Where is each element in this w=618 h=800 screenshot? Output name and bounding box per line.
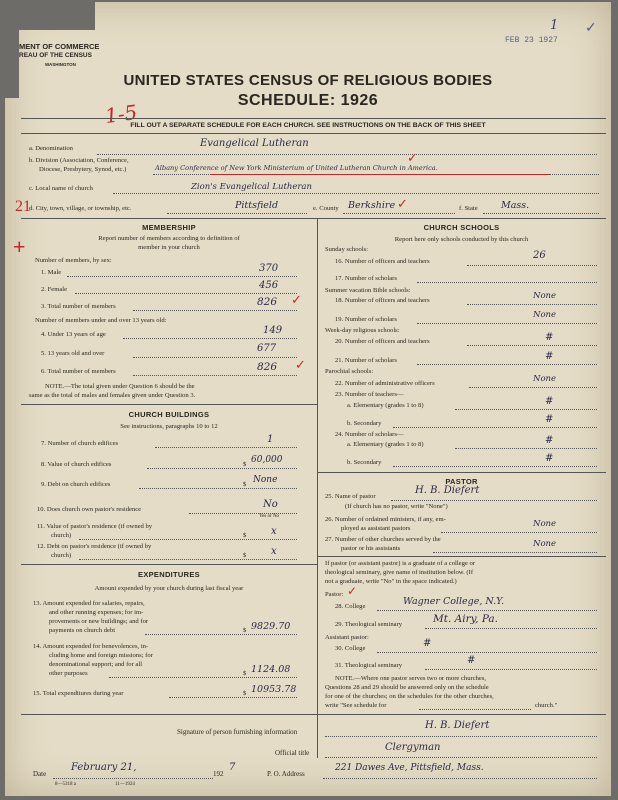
expenditures-title: EXPENDITURES — [138, 570, 200, 579]
dollar-sign: $ — [243, 690, 247, 697]
pastor-info-2: theological seminary, give name of institution below. (If — [325, 569, 474, 576]
q1-label: 1. Male — [41, 269, 62, 276]
county-label: e. County — [313, 205, 339, 212]
q13-value: 9829.70 — [251, 621, 291, 632]
q27-value: None — [533, 539, 557, 549]
field-line — [325, 757, 597, 758]
census-schedule-paper — [5, 2, 611, 796]
q7-value: 1 — [267, 434, 274, 445]
divider — [21, 133, 606, 134]
field-line — [467, 265, 597, 266]
schools-intro: Report here only schools conducted by this church — [394, 236, 529, 243]
received-stamp: FEB 23 1927 — [505, 36, 558, 45]
q25-value: H. B. Diefert — [415, 485, 480, 496]
q23b-value: # — [545, 414, 554, 425]
q29-label: 29. Theological seminary — [335, 621, 403, 628]
q21-value: # — [545, 351, 554, 362]
dollar-sign: $ — [243, 670, 247, 677]
divider — [21, 564, 317, 565]
signature-value: H. B. Diefert — [425, 720, 490, 731]
q13-label-b: and other running expenses; for im- — [49, 609, 144, 616]
q2-label: 2. Female — [41, 286, 68, 293]
local-name-label: c. Local name of church — [29, 185, 93, 192]
signature-label: Signature of person furnishing information — [177, 728, 298, 736]
q13-label-a: 13. Amount expended for salaries, repairs, — [33, 600, 145, 607]
checkmark-icon: ✓ — [397, 196, 408, 211]
pastor-note-3: for one of the churches; on the schedules for the other churches, — [325, 693, 494, 700]
field-line — [75, 293, 297, 294]
field-line — [155, 447, 297, 448]
field-line — [133, 357, 297, 358]
field-line — [133, 375, 297, 376]
denomination-label: a. Denomination — [29, 145, 73, 152]
field-line — [53, 778, 213, 779]
dollar-sign: $ — [243, 481, 247, 488]
field-line — [483, 213, 599, 214]
q13-label-d: payments on church debt — [49, 627, 116, 634]
column-divider — [317, 218, 318, 758]
division-label-1: b. Division (Association, Conference, — [29, 157, 129, 164]
field-line — [343, 213, 455, 214]
field-line — [455, 409, 597, 410]
schools-title: CHURCH SCHOOLS — [423, 223, 500, 232]
divider — [21, 404, 317, 405]
parochial-schools-label: Parochial schools: — [325, 368, 374, 375]
torn-corner — [5, 2, 95, 30]
form-subtitle: SCHEDULE: 1926 — [237, 92, 379, 109]
field-line — [325, 736, 597, 737]
field-line — [113, 193, 599, 194]
field-line — [469, 387, 597, 388]
field-line — [79, 559, 297, 560]
pastor-info-1: If pastor (or assistant pastor) is a graduate of a college or — [325, 560, 475, 567]
q19-value: None — [533, 310, 557, 320]
field-line — [391, 500, 597, 501]
q27-label-a: 27. Number of other churches served by the — [325, 536, 441, 543]
field-line — [393, 427, 597, 428]
plus-mark-icon: + — [13, 234, 26, 259]
q24-label: 24. Number of scholars— — [335, 431, 404, 438]
q10-value: No — [263, 499, 278, 510]
q25-label: 25. Name of pastor — [325, 493, 376, 500]
checkmark-icon: ✓ — [295, 357, 306, 372]
q31-value: # — [467, 655, 476, 666]
weekday-schools-label: Week-day religious schools: — [325, 327, 400, 334]
pastor-info-3: not a graduate, write "No" in the space indicated.) — [325, 578, 457, 585]
q15-label: 15. Total expenditures during year — [33, 690, 124, 697]
field-line — [417, 323, 597, 324]
field-line — [139, 488, 297, 489]
membership-title: MEMBERSHIP — [142, 223, 196, 232]
field-line — [377, 610, 597, 611]
q1-value: 370 — [259, 263, 279, 274]
field-line — [377, 652, 597, 653]
q23b-label: b. Secondary — [347, 420, 382, 427]
q3-label: 3. Total number of members — [41, 303, 116, 310]
q22-label: 22. Number of administrative officers — [335, 380, 435, 387]
vacation-schools-label: Summer vacation Bible schools: — [325, 287, 411, 294]
dept-line-2: REAU OF THE CENSUS — [19, 52, 92, 59]
q30-value: # — [423, 638, 432, 649]
field-line — [393, 466, 597, 467]
form-date: 11—1924 — [115, 782, 135, 787]
official-title-value: Clergyman — [385, 742, 441, 753]
q14-value: 1124.08 — [251, 664, 291, 675]
buildings-intro: See instructions, paragraphs 10 to 12 — [120, 423, 218, 430]
field-line — [417, 282, 597, 283]
field-line — [419, 709, 531, 710]
q17-label: 17. Number of scholars — [335, 275, 397, 282]
membership-note-2: same as the total of males and females given under Question 3. — [29, 392, 196, 399]
field-line — [455, 448, 597, 449]
q9-label: 9. Debt on church edifices — [41, 481, 111, 488]
divider — [21, 218, 606, 219]
q24b-label: b. Secondary — [347, 459, 382, 466]
field-line — [67, 276, 297, 277]
po-address-value: 221 Dawes Ave, Pittsfield, Mass. — [335, 763, 484, 773]
q2-value: 456 — [259, 280, 279, 291]
sunday-schools-label: Sunday schools: — [325, 246, 369, 253]
year-prefix: 192 — [213, 770, 224, 778]
divider — [21, 118, 606, 119]
q3-value: 826 — [257, 296, 278, 308]
q5-value: 677 — [257, 343, 277, 354]
checkmark-icon: ✓ — [347, 584, 358, 598]
division-label-2: Diocese, Presbytery, Synod, etc.) — [39, 166, 127, 173]
membership-note-1: NOTE.—The total given under Question 6 should be the — [45, 383, 195, 390]
pastor-note-4: write "See schedule for — [325, 702, 387, 709]
q14-label-b: cluding home and foreign missions; for — [49, 652, 153, 659]
q11-value: x — [271, 526, 277, 537]
q26-value: None — [533, 519, 557, 529]
instruction-line: FILL OUT A SEPARATE SCHEDULE FOR EACH CHURCH. SEE INSTRUCTIONS ON THE BACK OF THIS SHEET — [130, 122, 486, 129]
q30-label: 30. College — [335, 645, 366, 652]
official-title-label: Official title — [275, 749, 310, 757]
po-address-label: P. O. Address — [267, 770, 305, 778]
q22-value: None — [533, 374, 557, 384]
field-line — [169, 697, 297, 698]
q18-label: 18. Number of officers and teachers — [335, 297, 430, 304]
state-label: f. State — [459, 205, 478, 212]
checkmark-icon: ✓ — [407, 150, 418, 165]
field-line — [189, 513, 297, 514]
field-line — [433, 552, 597, 553]
dollar-sign: $ — [243, 627, 247, 634]
stamp-number: 1 — [550, 18, 559, 33]
q28-label: 28. College — [335, 603, 366, 610]
yes-no-hint: Yes or No — [259, 514, 280, 519]
city-value: Pittsfield — [235, 200, 279, 211]
q23a-label: a. Elementary (grades 1 to 8) — [347, 402, 424, 409]
membership-intro-1: Report number of members according to definition of — [98, 235, 240, 242]
local-name-value: Zion's Evangelical Lutheran — [191, 182, 312, 192]
pastor-label: Pastor: — [325, 591, 344, 598]
dept-line-1: MENT OF COMMERCE — [19, 42, 100, 51]
state-value: Mass. — [501, 200, 530, 211]
denomination-value: Evangelical Lutheran — [200, 138, 309, 149]
q9-value: None — [253, 475, 278, 485]
q14-label-c: denominational support; and for all — [49, 661, 143, 668]
q6-value: 826 — [257, 361, 278, 373]
q19-label: 19. Number of scholars — [335, 316, 397, 323]
checkmark-icon: ✓ — [585, 21, 597, 36]
date-value: February 21, — [71, 762, 137, 773]
q29-value: Mt. Airy, Pa. — [433, 613, 499, 625]
field-line — [97, 154, 597, 155]
q25-hint: (If church has no pastor, write "None") — [345, 503, 448, 510]
q5-label: 5. 13 years old and over — [41, 350, 105, 357]
dollar-sign: $ — [243, 461, 247, 468]
field-line — [109, 677, 297, 678]
q14-label-d: other purposes — [49, 670, 88, 677]
county-value: Berkshire — [348, 200, 396, 211]
q14-label-a: 14. Amount expended for benevolences, in- — [33, 643, 149, 650]
city-label: d. City, town, village, or township, etc. — [29, 205, 132, 212]
q4-label: 4. Under 13 years of age — [41, 331, 106, 338]
divider — [317, 472, 606, 473]
q24b-value: # — [545, 453, 554, 464]
dept-line-3: WASHINGTON — [45, 62, 76, 67]
dollar-sign: $ — [243, 532, 247, 539]
q20-value: # — [545, 332, 554, 343]
field-line — [123, 338, 297, 339]
q28-value: Wagner College, N.Y. — [403, 596, 505, 607]
q20-label: 20. Number of officers and teachers — [335, 338, 430, 345]
dollar-sign: $ — [243, 552, 247, 559]
q24a-value: # — [545, 435, 554, 446]
field-line — [133, 310, 297, 311]
q7-label: 7. Number of church edifices — [41, 440, 119, 447]
expenditures-intro: Amount expended by your church during last fiscal year — [94, 585, 244, 592]
pastor-title: PASTOR — [445, 477, 478, 486]
q18-value: None — [533, 291, 557, 301]
assistant-pastor-label: Assistant pastor: — [325, 634, 369, 641]
field-line — [425, 669, 597, 670]
q4-value: 149 — [263, 325, 283, 336]
membership-intro-2: member in your church — [138, 244, 200, 251]
field-line — [467, 345, 597, 346]
field-line — [147, 468, 297, 469]
q8-label: 8. Value of church edifices — [41, 461, 112, 468]
q23-label: 23. Number of teachers— — [335, 391, 404, 398]
field-line — [425, 628, 597, 629]
divider — [21, 714, 606, 715]
field-line — [79, 539, 297, 540]
membership-sub-2: Number of members under and over 13 years old: — [35, 317, 167, 324]
q12-label-b: church) — [51, 552, 72, 559]
field-line — [145, 634, 297, 635]
q11-label-b: church) — [51, 532, 72, 539]
pastor-note-1: NOTE.—Where one pastor serves two or more churches, — [335, 675, 487, 682]
pastor-note-2: Questions 28 and 29 should be answered only on the schedule — [325, 684, 489, 691]
q16-label: 16. Number of officers and teachers — [335, 258, 430, 265]
q12-value: x — [271, 546, 277, 557]
buildings-title: CHURCH BUILDINGS — [128, 410, 210, 419]
checkmark-icon: ✓ — [291, 292, 302, 307]
year-value: 7 — [229, 762, 236, 773]
q12-label-a: 12. Debt on pastor's residence (if owned by — [37, 543, 152, 550]
form-number: 8—5318 a — [55, 782, 76, 787]
q23a-value: # — [545, 396, 554, 407]
q6-label: 6. Total number of members — [41, 368, 116, 375]
date-label: Date — [33, 770, 47, 778]
q26-label-b: ployed as assistant pastors — [341, 525, 411, 532]
q15-value: 10953.78 — [251, 684, 297, 695]
q13-label-c: provements or new buildings; and for — [49, 618, 149, 625]
q21-label: 21. Number of scholars — [335, 357, 397, 364]
field-line — [167, 213, 307, 214]
field-line — [417, 364, 597, 365]
q31-label: 31. Theological seminary — [335, 662, 403, 669]
q11-label-a: 11. Value of pastor's residence (if owned by — [37, 523, 153, 530]
reference-mark: 1-5 — [103, 99, 139, 129]
pastor-note-5: church." — [535, 702, 558, 709]
form-title: UNITED STATES CENSUS OF RELIGIOUS BODIES — [123, 72, 493, 89]
field-line — [441, 532, 597, 533]
q10-label: 10. Does church own pastor's residence — [37, 506, 142, 513]
field-line — [323, 778, 597, 779]
q16-value: 26 — [533, 250, 546, 261]
membership-sub-1: Number of members, by sex: — [35, 257, 112, 264]
division-value: Albany Conference of New York Ministerium of United Lutheran Church in America. — [155, 164, 438, 172]
q27-label-b: pastor or his assistants — [341, 545, 401, 552]
q24a-label: a. Elementary (grades 1 to 8) — [347, 441, 424, 448]
red-underline — [210, 174, 550, 175]
q26-label-a: 26. Number of ordained ministers, if any, em- — [325, 516, 446, 523]
divider — [317, 556, 606, 557]
field-line — [467, 304, 597, 305]
margin-mark: 21 — [15, 198, 31, 215]
q8-value: 60,000 — [251, 455, 283, 465]
